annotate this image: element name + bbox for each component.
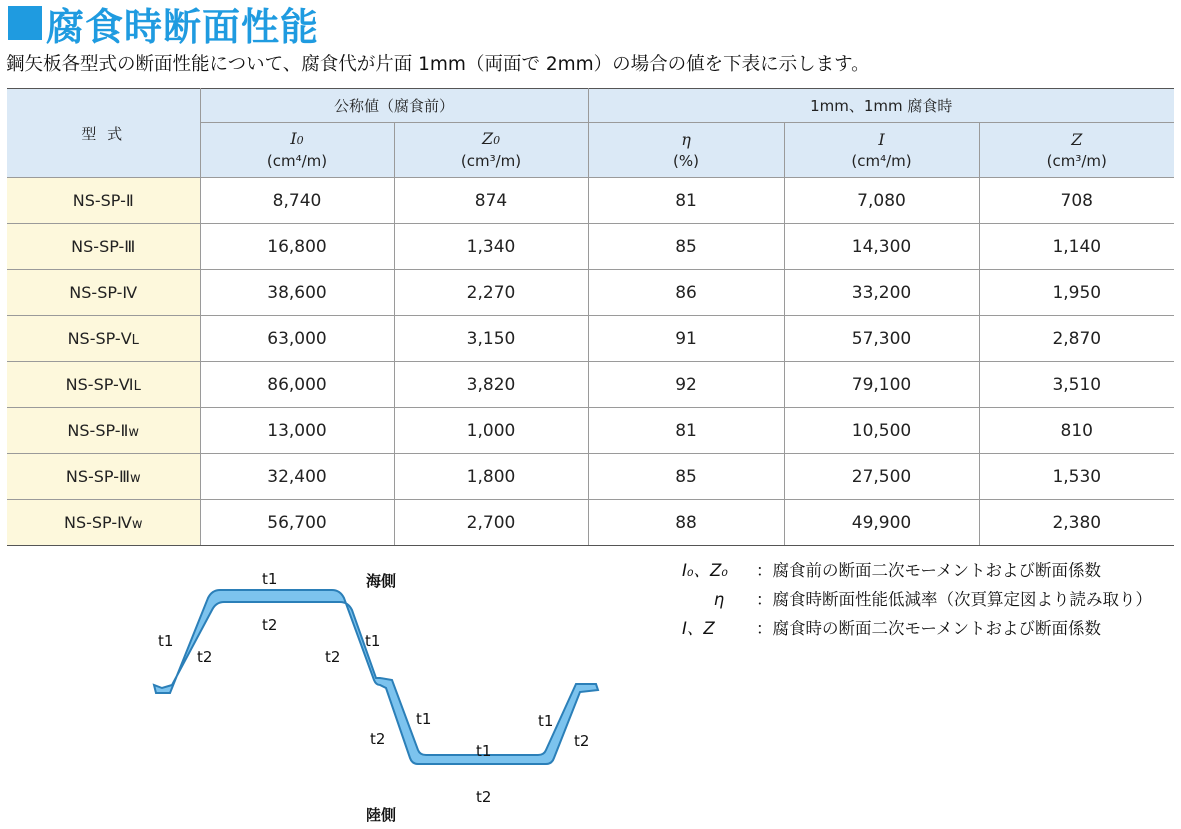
- table-row: [7, 178, 1174, 224]
- col-header-i0: I0 (cm⁴/m): [200, 123, 394, 178]
- label-t1-bottom: t1: [476, 742, 492, 760]
- table-row: [7, 316, 1174, 362]
- legend-text: ：腐食時断面性能低減率（次頁算定図より読み取り）: [756, 590, 1152, 609]
- value-cell: 8,740: [200, 178, 394, 224]
- value-cell: 2,870: [979, 316, 1174, 362]
- legend-text: ：腐食前の断面二次モーメントおよび断面係数: [756, 561, 1102, 580]
- type-cell: NS-SP-Ⅳw: [7, 500, 200, 546]
- value-cell: 10,500: [784, 408, 979, 454]
- value-cell: 1,950: [979, 270, 1174, 316]
- table-row: [7, 270, 1174, 316]
- label-t2-right: t2: [574, 732, 590, 750]
- value-cell: 33,200: [784, 270, 979, 316]
- legend-key: I₀、Z₀: [682, 561, 728, 580]
- value-cell: 49,900: [784, 500, 979, 546]
- value-cell: 86,000: [200, 362, 394, 408]
- value-cell: 1,340: [394, 224, 588, 270]
- label-t2-left: t2: [197, 648, 213, 666]
- type-cell: NS-SP-Ⅱw: [7, 408, 200, 454]
- value-cell: 7,080: [784, 178, 979, 224]
- value-cell: 27,500: [784, 454, 979, 500]
- nominal-group-header: 公称値（腐食前）: [200, 89, 588, 123]
- label-t2-mid: t2: [325, 648, 341, 666]
- table-row: [7, 408, 1174, 454]
- value-cell: 38,600: [200, 270, 394, 316]
- value-cell: 14,300: [784, 224, 979, 270]
- value-cell: 85: [588, 224, 784, 270]
- type-cell: NS-SP-Ⅳ: [7, 270, 200, 316]
- value-cell: 810: [979, 408, 1174, 454]
- type-cell: NS-SP-ⅥL: [7, 362, 200, 408]
- section-performance-table: [7, 88, 1174, 546]
- label-t1-left: t1: [158, 632, 174, 650]
- title-square-icon: [8, 6, 42, 40]
- corroded-group-header: 1mm、1mm 腐食時: [588, 89, 1174, 123]
- value-cell: 91: [588, 316, 784, 362]
- legend-row-i-z: [682, 614, 1152, 643]
- legend-row-i0-z0: [682, 556, 1152, 585]
- value-cell: 3,820: [394, 362, 588, 408]
- value-cell: 92: [588, 362, 784, 408]
- value-cell: 13,000: [200, 408, 394, 454]
- type-cell: NS-SP-Ⅱ: [7, 178, 200, 224]
- label-t2-lower-left: t2: [370, 730, 386, 748]
- symbol-legend: [682, 556, 1152, 643]
- value-cell: 63,000: [200, 316, 394, 362]
- value-cell: 86: [588, 270, 784, 316]
- value-cell: 3,510: [979, 362, 1174, 408]
- value-cell: 85: [588, 454, 784, 500]
- table-row: [7, 362, 1174, 408]
- value-cell: 2,270: [394, 270, 588, 316]
- legend-text: ：腐食時の断面二次モーメントおよび断面係数: [756, 619, 1102, 638]
- col-header-z: Z (cm³/m): [979, 123, 1174, 178]
- value-cell: 3,150: [394, 316, 588, 362]
- sheet-pile-diagram: [140, 560, 620, 829]
- col-header-i: I (cm⁴/m): [784, 123, 979, 178]
- page-title-text: 腐食時断面性能: [46, 4, 320, 49]
- label-t1-top: t1: [262, 570, 278, 588]
- label-t1-mid: t1: [365, 632, 381, 650]
- legend-key: η: [713, 590, 725, 609]
- legend-key: I、Z: [682, 619, 715, 638]
- value-cell: 2,700: [394, 500, 588, 546]
- table-row: [7, 500, 1174, 546]
- value-cell: 32,400: [200, 454, 394, 500]
- type-column-header: 型 式: [7, 89, 200, 178]
- col-header-eta: η (%): [588, 123, 784, 178]
- value-cell: 1,530: [979, 454, 1174, 500]
- label-t1-right: t1: [538, 712, 554, 730]
- table-row: [7, 454, 1174, 500]
- type-cell: NS-SP-Ⅲ: [7, 224, 200, 270]
- table-row: [7, 224, 1174, 270]
- value-cell: 874: [394, 178, 588, 224]
- type-cell: NS-SP-Ⅲw: [7, 454, 200, 500]
- value-cell: 56,700: [200, 500, 394, 546]
- page-subtitle: 鋼矢板各型式の断面性能について、腐食代が片面 1mm（両面で 2mm）の場合の値を下表に示します。: [6, 54, 870, 75]
- value-cell: 1,140: [979, 224, 1174, 270]
- value-cell: 81: [588, 178, 784, 224]
- label-t1-lower-left: t1: [416, 710, 432, 728]
- value-cell: 16,800: [200, 224, 394, 270]
- sheet-pile-profile-svg: [140, 560, 620, 825]
- value-cell: 57,300: [784, 316, 979, 362]
- label-land-side: 陸側: [366, 806, 397, 824]
- type-cell: NS-SP-ⅤL: [7, 316, 200, 362]
- legend-row-eta: [682, 585, 1152, 614]
- value-cell: 1,000: [394, 408, 588, 454]
- value-cell: 79,100: [784, 362, 979, 408]
- value-cell: 81: [588, 408, 784, 454]
- col-header-z0: Z0 (cm³/m): [394, 123, 588, 178]
- label-sea-side: 海側: [366, 572, 397, 590]
- label-t2-top: t2: [262, 616, 278, 634]
- value-cell: 708: [979, 178, 1174, 224]
- value-cell: 2,380: [979, 500, 1174, 546]
- value-cell: 88: [588, 500, 784, 546]
- label-t2-bottom: t2: [476, 788, 492, 806]
- value-cell: 1,800: [394, 454, 588, 500]
- page-title: [8, 0, 320, 49]
